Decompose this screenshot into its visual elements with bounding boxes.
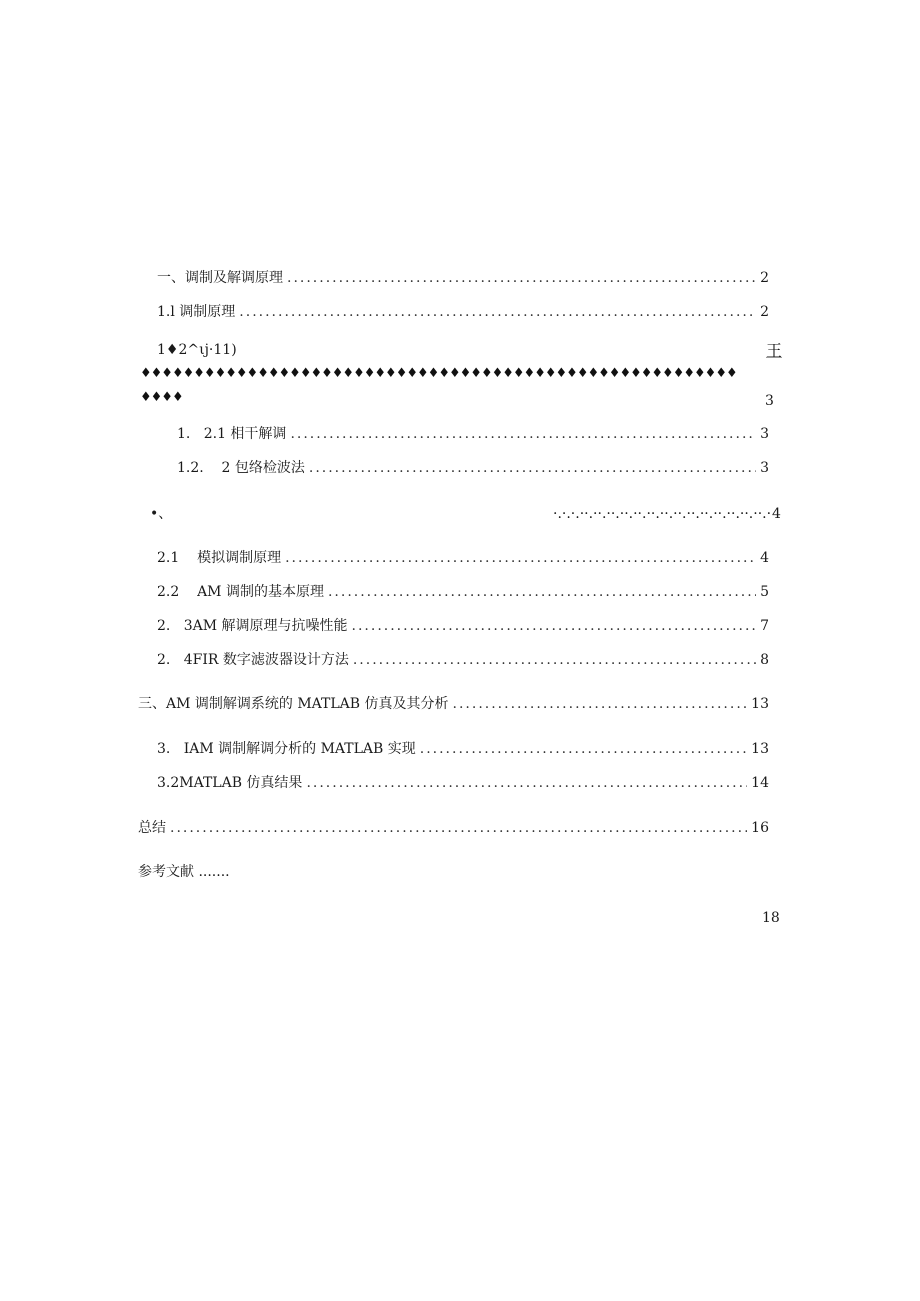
toc-entry-page: 13 xyxy=(751,696,769,712)
toc-entry-page: 18 xyxy=(762,910,780,926)
toc-entry-page: 3 xyxy=(760,426,769,442)
toc-entry-page: 16 xyxy=(751,820,769,836)
toc-leader-dots xyxy=(287,268,756,288)
toc-entry-label: 2. 3AM 解调原理与抗噪性能 xyxy=(157,618,348,634)
toc-entry-label: 一、调制及解调原理 xyxy=(157,270,283,286)
toc-leader-dots xyxy=(306,773,747,793)
toc-entry[interactable] xyxy=(157,548,769,568)
toc-entry[interactable] xyxy=(157,650,769,670)
toc-entry-label: 2. 4FIR 数字滤波器设计方法 xyxy=(157,652,349,668)
toc-entry[interactable] xyxy=(157,739,769,759)
toc-leader-dots xyxy=(352,616,757,636)
toc-leader-dots xyxy=(420,739,747,759)
toc-entry-page: 3 xyxy=(760,460,769,476)
toc-entry-label: 3.2MATLAB 仿真结果 xyxy=(157,775,303,791)
toc-entry[interactable] xyxy=(157,773,769,793)
toc-entry-label: 2.1 模拟调制原理 xyxy=(157,550,282,566)
toc-entry-label: 1. 2.1 相干解调 xyxy=(177,426,287,442)
toc-entry[interactable] xyxy=(138,694,769,714)
toc-entry-page: 13 xyxy=(751,741,769,757)
toc-leader-dots xyxy=(239,302,756,322)
toc-entry-page: 3 xyxy=(765,393,774,409)
toc-entry-page: 14 xyxy=(751,775,769,791)
toc-entry-garbled-label[interactable]: 1♦2^ιj·11) xyxy=(157,342,237,358)
toc-entry-label: 2.2 AM 调制的基本原理 xyxy=(157,584,324,600)
toc-leader-dots xyxy=(353,650,756,670)
toc-entry-label: 1.2. 2 包络检波法 xyxy=(177,460,305,476)
toc-leader-dots xyxy=(170,818,747,838)
toc-entry-page: 8 xyxy=(760,652,769,668)
toc-leader-dots xyxy=(453,694,748,714)
toc-entry-label: 1.l 调制原理 xyxy=(157,304,236,320)
toc-entry-page: 4 xyxy=(760,550,769,566)
toc-entry-page: 2 xyxy=(760,270,769,286)
toc-entry[interactable] xyxy=(138,818,769,838)
toc-leader-dots xyxy=(328,582,756,602)
toc-leader-dots xyxy=(309,458,756,478)
toc-entry[interactable] xyxy=(157,268,769,288)
toc-diamond-leader: ♦♦♦♦♦♦♦♦♦♦♦♦♦♦♦♦♦♦♦♦♦♦♦♦♦♦♦♦♦♦♦♦♦♦♦♦♦♦♦♦♦♦♦♦♦♦♦♦♦♦♦♦♦♦♦♦ xyxy=(140,366,737,381)
toc-entry-garbled-trailing: 王 xyxy=(766,341,783,360)
toc-entry-page: 7 xyxy=(760,618,769,634)
toc-entry[interactable] xyxy=(157,582,769,602)
toc-entry-label: 三、AM 调制解调系统的 MATLAB 仿真及其分析 xyxy=(138,696,449,712)
toc-entry-label: 总结 xyxy=(138,820,166,836)
toc-entry-page: 5 xyxy=(760,584,769,600)
toc-entry[interactable] xyxy=(157,616,769,636)
toc-entry[interactable] xyxy=(177,424,769,444)
toc-entry[interactable] xyxy=(157,302,769,322)
toc-leader-dots xyxy=(290,424,756,444)
toc-entry-label[interactable]: 参考文献 ....... xyxy=(138,864,230,880)
toc-leader-dots xyxy=(285,548,756,568)
toc-leader-dots: ·.·.·.··.··.··.··.··.··.··.··.··.··.··.··.··.··.· xyxy=(553,506,772,522)
toc-diamond-leader: ♦♦♦♦ xyxy=(140,390,183,405)
toc-entry-page: 2 xyxy=(760,304,769,320)
toc-entry[interactable] xyxy=(177,458,769,478)
toc-entry-label[interactable]: •、 xyxy=(150,506,173,522)
toc-entry-label: 3. IAM 调制解调分析的 MATLAB 实现 xyxy=(157,741,416,757)
toc-entry-page: 4 xyxy=(772,506,781,522)
